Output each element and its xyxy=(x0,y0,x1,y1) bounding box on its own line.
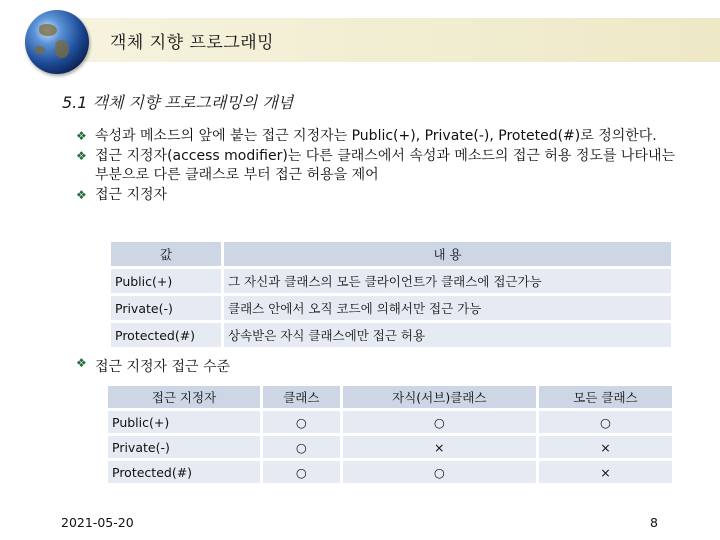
table-row xyxy=(108,411,672,433)
bullet-item xyxy=(76,147,676,186)
column-header: 모든 클래스 xyxy=(539,386,672,408)
table-cell: 상속받은 자식 클래스에만 접근 허용 xyxy=(224,323,671,347)
table-cell: × xyxy=(539,436,672,458)
table-header-row xyxy=(111,242,671,266)
bullet-item xyxy=(76,127,676,147)
bullet-text: 접근 지정자(access modifier)는 다른 클래스에서 속성과 메소드의 접근 허용 정도를 나타내는 부분으로 다른 클래스로 부터 접근 허용을 제어 xyxy=(95,147,676,183)
column-header: 값 xyxy=(111,242,221,266)
table-row xyxy=(111,269,671,293)
table-row xyxy=(111,323,671,347)
bullet-text: 접근 지정자 xyxy=(95,186,168,203)
access-modifier-table xyxy=(108,239,674,350)
bullet-text: 접근 지정자 접근 수준 xyxy=(95,359,231,375)
table-cell: ○ xyxy=(263,411,340,433)
column-header: 접근 지정자 xyxy=(108,386,260,408)
page-number: 8 xyxy=(650,515,658,530)
diamond-bullet-icon: ❖ xyxy=(76,148,87,163)
diamond-bullet-icon: ❖ xyxy=(76,129,87,143)
diamond-bullet-icon: ❖ xyxy=(76,356,87,370)
table-cell: 클래스 안에서 오직 코드에 의해서만 접근 가능 xyxy=(224,296,671,320)
globe-icon xyxy=(25,10,89,74)
table-cell: Public(+) xyxy=(111,269,221,293)
table-cell: ○ xyxy=(263,461,340,483)
bullet-item xyxy=(76,186,676,206)
section-subtitle: 5.1 객체 지향 프로그래밍의 개념 xyxy=(62,93,294,112)
diamond-bullet-icon: ❖ xyxy=(76,187,87,202)
table-cell: ○ xyxy=(539,411,672,433)
table-cell: Private(-) xyxy=(111,296,221,320)
column-header: 내 용 xyxy=(224,242,671,266)
table-cell: Public(+) xyxy=(108,411,260,433)
table-cell: × xyxy=(539,461,672,483)
column-header: 클래스 xyxy=(263,386,340,408)
column-header: 자식(서브)클래스 xyxy=(343,386,536,408)
table-cell: ○ xyxy=(343,461,536,483)
access-level-table xyxy=(105,383,675,486)
table-row xyxy=(108,461,672,483)
table-cell: Private(-) xyxy=(108,436,260,458)
table-cell: ○ xyxy=(343,411,536,433)
page-title: 객체 지향 프로그래밍 xyxy=(110,33,275,53)
table-cell: 그 자신과 클래스의 모든 클라이언트가 클래스에 접근가능 xyxy=(224,269,671,293)
table-cell: × xyxy=(343,436,536,458)
table-row xyxy=(111,296,671,320)
table-row xyxy=(108,436,672,458)
bullet-item xyxy=(76,356,230,376)
table-cell: Protected(#) xyxy=(111,323,221,347)
table-cell: ○ xyxy=(263,436,340,458)
bullet-list xyxy=(76,127,676,205)
footer-date: 2021-05-20 xyxy=(61,515,134,530)
bullet-text: 속성과 메소드의 앞에 붙는 접근 지정자는 Public(+), Private(-), Proteted(#)로 정의한다. xyxy=(95,128,657,144)
table-header-row xyxy=(108,386,672,408)
table-cell: Protected(#) xyxy=(108,461,260,483)
